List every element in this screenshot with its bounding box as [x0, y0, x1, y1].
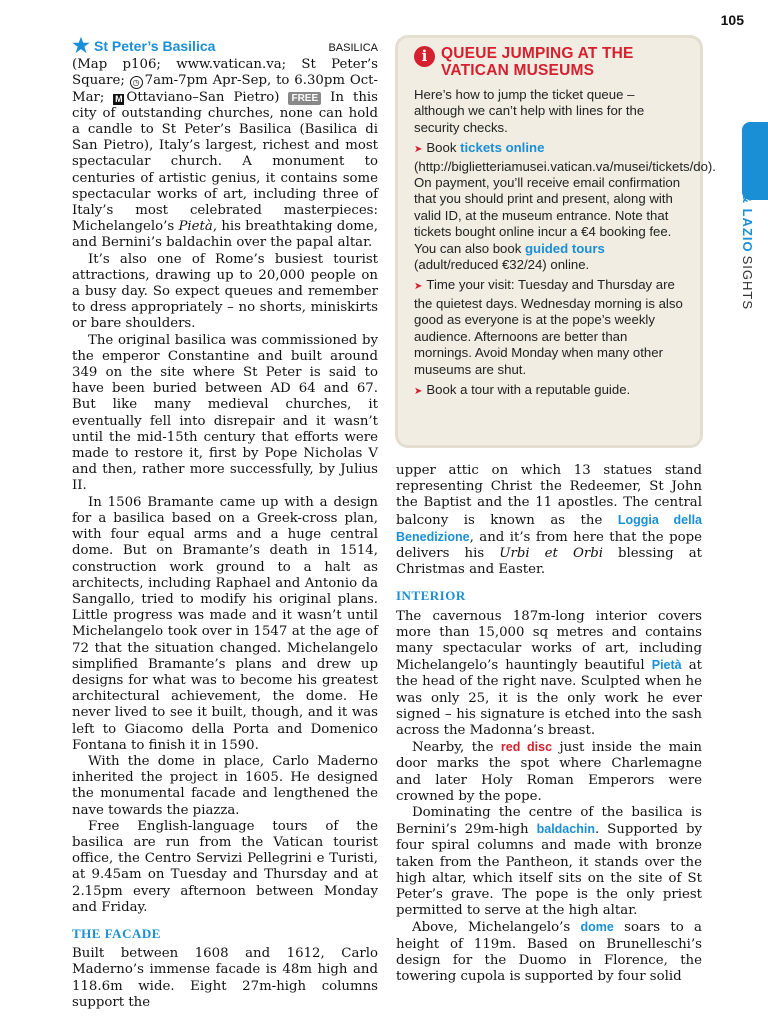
arrow-right-icon: ➤ — [414, 281, 423, 293]
interior-heading: INTERIOR — [396, 588, 466, 604]
box-item-tickets — [414, 140, 716, 273]
body-paragraph: The original basilica was commissioned by the emperor Constantine and built around 349 on the site where St Peter is said to have been buried between AD 64 and 67. But like many medieval churches, it eventually fell into disrepair and it wasn’t until the mid-15th century that efforts were made to restore it, first by Pope Nicholas V and then, rather more successfully, by Julius II. — [72, 332, 378, 494]
red-disc-link[interactable]: red disc — [500, 740, 553, 755]
body-text: Above, Michelangelo’s — [412, 920, 581, 936]
opening-hours: 7am-7pm Apr-Sep, to 6.30pm Oct-Mar; — [72, 73, 379, 105]
metro-stop: Ottaviano–San Pietro) — [126, 89, 280, 105]
interior-paragraph — [396, 805, 702, 919]
box-item-tour — [414, 382, 688, 400]
baldachin-link[interactable]: baldachin — [536, 822, 595, 837]
page-number: 105 — [720, 12, 744, 28]
metro-icon: M — [115, 93, 123, 104]
listing-details — [72, 57, 378, 251]
listing-type: BASILICA — [328, 42, 378, 54]
info-icon: i — [414, 46, 435, 67]
interior-paragraph — [396, 739, 702, 805]
queue-jumping-box — [398, 38, 716, 445]
box-text: Book a tour with a reputable guide. — [426, 381, 631, 397]
pieta-link[interactable]: Pietà — [651, 658, 682, 673]
interior-paragraph — [396, 919, 702, 985]
guided-tours-link[interactable]: guided tours — [524, 240, 605, 256]
box-text: (adult/reduced €32/24) online. — [414, 257, 590, 273]
star-icon — [72, 36, 90, 54]
body-text: upper attic on which 13 statues stand representing Christ the Redeemer, St John the Baptist and the 11 apostles. The central balcony is known as the — [396, 463, 702, 528]
body-text: The cavernous 187m-long interior covers more than 15,000 sq metres and contains many spectacular works of art, including Michelangelo’s hauntingly beautiful — [396, 608, 702, 674]
box-title: QUEUE JUMPING AT THE VATICAN MUSEUMS — [441, 45, 634, 79]
pieta-italic: Pietà — [178, 219, 213, 235]
body-text: blessing at Christmas and Easter. — [396, 546, 703, 578]
body-text: soars to a height of 119m. Based on Brunelleschi’s design for the Duomo in Florence, the towering cupola is supported by four solid — [396, 920, 702, 985]
listing-title: St Peter’s Basilica — [94, 38, 216, 54]
box-text: Time your visit: Tuesday and Thursday are the quietest days. Wednesday morning is also good as everyone is at the pope’s weekly audience. Afternoons are better than mornings. Avoid Monday when many other museums are shut. — [414, 277, 683, 377]
body-text: at the head of the right nave. Sculpted when he was only 25, it is the only work he ever signed – his signature is etched into the sash across the Madonna’s breast. — [396, 658, 703, 739]
website-link[interactable]: www.vatican.va; — [176, 57, 287, 73]
body-paragraph: It’s also one of Rome’s busiest tourist attractions, drawing up to 20,000 people on a busy day. So expect queues and remember to dress appropriately – no shorts, miniskirts or bare shoulders. — [72, 251, 378, 332]
facade-heading: THE FACADE — [72, 925, 161, 941]
body-text: Nearby, the — [412, 740, 501, 756]
body-paragraph: In 1506 Bramante came up with a design for a basilica based on a Greek-cross plan, with four equal arms and a huge central dome. But on Bramante’s death in 1514, construction work ground to a halt as architects, including Raphael and Antonio da Sangallo, tried to modify his original plans. Little progress was made and it wasn’t until Michelangelo took over in 1547 at the age of 72 that the situation changed. Michelangelo simplified Bramante’s plans and drew up designs for what was to become his greatest architectural achievement, the dome. He never lived to see it built, though, and it was left to Giacomo della Porta and Domenico Fontana to finish it in 1590. — [72, 494, 378, 753]
loggia-link[interactable]: Loggia della Benedizione — [396, 512, 702, 544]
map-ref: (Map p106; — [72, 57, 161, 73]
urbi-italic: Urbi et Orbi — [499, 546, 603, 562]
intro-text-2: , his breathtaking dome, and Bernini’s baldachin over the papal altar. — [72, 219, 378, 251]
dome-link[interactable]: dome — [580, 920, 614, 935]
body-text: , and it’s from here that the pope delivers his — [396, 529, 702, 562]
side-tab-section: SIGHTS — [740, 255, 755, 311]
box-text: (http://biglietteriamusei.vatican.va/musei/tickets/do). On payment, you’ll receive email confirmation that you should print and present, along with valid ID, at the museum entrance. Note that tickets bought online incur a €4 booking fee. You can also book — [414, 158, 716, 256]
right-column — [396, 463, 702, 985]
body-text: . Supported by four spiral columns and made with bronze taken from the Pantheon, it stands over the high altar, which itself sits on the site of St Peter’s grave. The pope is the only priest permitted to serve at the high altar. — [396, 822, 702, 919]
body-paragraph: Free English-language tours of the basilica are run from the Vatican tourist office, the Centro Servizi Pellegrini e Turisti, at 9.45am on Tuesday and Thursday and at 2.15pm every afternoon between Monday and Friday. — [72, 818, 378, 915]
facade-text: Built between 1608 and 1612, Carlo Maderno’s immense facade is 48m high and 118.6m wide. Eight 27m-high columns support the — [72, 946, 378, 1010]
tickets-online-link[interactable]: tickets online — [460, 140, 545, 156]
arrow-right-icon: ➤ — [414, 385, 423, 397]
body-text: just inside the main door marks the spot where Charlemagne and later Holy Roman Emperors were crowned by the pope. — [396, 740, 702, 804]
body-paragraph: With the dome in place, Carlo Maderno inherited the project in 1605. He designed the monumental facade and lengthened the nave towards the piazza. — [72, 753, 378, 818]
left-column — [72, 36, 378, 1011]
box-intro: Here’s how to jump the ticket queue – although we can’t help with lines for the security checks. — [414, 87, 645, 135]
listing-header — [72, 36, 378, 56]
side-tab-label — [735, 146, 755, 316]
facade-continued — [396, 463, 702, 578]
body-text: Dominating the centre of the basilica is Bernini’s 29m-high — [396, 805, 702, 838]
box-item-time — [414, 277, 688, 377]
arrow-right-icon: ➤ — [414, 144, 423, 156]
side-tab-region: ROME & LAZIO — [740, 146, 755, 253]
clock-icon: ◷ — [130, 76, 143, 89]
interior-paragraph — [396, 609, 702, 740]
box-text: Book — [426, 140, 461, 156]
intro-text-1: In this city of outstanding churches, none can hold a candle to St Peter’s Basilica (Basilica di San Pietro), Italy’s largest, richest and most spectacular church. A monument to centuries of artistic genius, it contains some spectacular works of art, including three of Italy’s most celebrated masterpieces: Michelangelo’s — [72, 89, 378, 235]
free-badge: FREE — [288, 92, 321, 105]
address: St Peter’s Square; — [72, 57, 378, 89]
